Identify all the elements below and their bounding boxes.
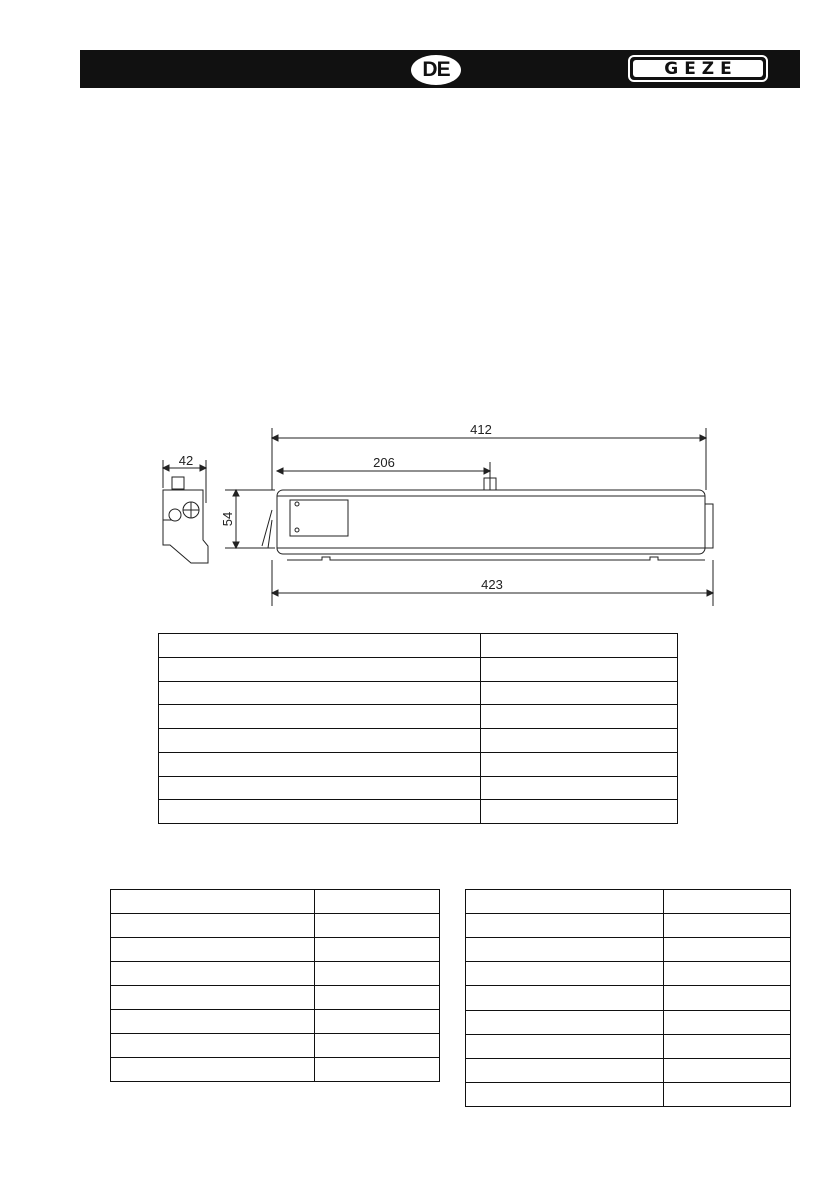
table-cell: [466, 1034, 664, 1058]
table-row: [159, 681, 678, 705]
specs-table: [158, 633, 678, 824]
table-row: [111, 962, 440, 986]
table-row: [466, 986, 791, 1010]
dimension-drawing: [150, 420, 730, 610]
table-cell: [664, 1058, 791, 1082]
table-row: [111, 914, 440, 938]
side-view: [163, 460, 208, 563]
table-cell: [159, 752, 481, 776]
table-cell: [480, 776, 677, 800]
table-cell: [480, 729, 677, 753]
table-cell: [466, 1082, 664, 1106]
table-cell: [159, 800, 481, 824]
table-row: [159, 729, 678, 753]
table-row: [159, 634, 678, 658]
language-badge: DE: [411, 55, 461, 85]
table-row: [111, 1058, 440, 1082]
table-cell: [466, 1058, 664, 1082]
table-row: [111, 1034, 440, 1058]
table-cell: [480, 800, 677, 824]
table-cell: [480, 634, 677, 658]
left-table: [110, 889, 440, 1082]
dim-mount-center: 206: [373, 455, 395, 470]
table-row: [159, 776, 678, 800]
brand-logo: [628, 55, 768, 82]
table-cell: [314, 986, 439, 1010]
table-cell: [314, 914, 439, 938]
table-cell: [111, 986, 315, 1010]
table-cell: [314, 1010, 439, 1034]
table-cell: [111, 890, 315, 914]
table-cell: [159, 681, 481, 705]
table-cell: [480, 705, 677, 729]
table-cell: [111, 938, 315, 962]
table-cell: [664, 962, 791, 986]
table-cell: [480, 681, 677, 705]
table-cell: [159, 634, 481, 658]
table-cell: [314, 962, 439, 986]
table-row: [466, 1010, 791, 1034]
table-row: [159, 705, 678, 729]
table-row: [111, 890, 440, 914]
table-row: [466, 1082, 791, 1106]
table-row: [159, 657, 678, 681]
table-cell: [314, 938, 439, 962]
table-cell: [314, 1058, 439, 1082]
table-cell: [466, 1010, 664, 1034]
table-row: [111, 1010, 440, 1034]
table-cell: [111, 962, 315, 986]
right-table: [465, 889, 791, 1107]
table-cell: [159, 657, 481, 681]
table-cell: [314, 890, 439, 914]
table-row: [159, 800, 678, 824]
table-cell: [664, 914, 791, 938]
dim-depth: 42: [178, 453, 194, 468]
table-cell: [466, 938, 664, 962]
table-cell: [111, 1010, 315, 1034]
table-cell: [466, 914, 664, 938]
table-cell: [664, 1082, 791, 1106]
table-row: [159, 752, 678, 776]
table-cell: [159, 729, 481, 753]
brand-logo-text: GEZE: [633, 60, 763, 77]
table-row: [466, 938, 791, 962]
table-cell: [111, 1058, 315, 1082]
table-cell: [664, 938, 791, 962]
table-cell: [466, 890, 664, 914]
table-cell: [111, 1034, 315, 1058]
table-cell: [466, 986, 664, 1010]
table-cell: [111, 914, 315, 938]
dim-height: 54: [220, 511, 235, 527]
table-row: [111, 938, 440, 962]
table-row: [466, 962, 791, 986]
dim-total-length: 412: [470, 422, 492, 437]
table-cell: [159, 705, 481, 729]
table-row: [466, 1058, 791, 1082]
table-cell: [466, 962, 664, 986]
table-row: [111, 986, 440, 1010]
table-cell: [664, 1034, 791, 1058]
table-row: [466, 890, 791, 914]
table-cell: [664, 890, 791, 914]
dim-rail-length: 423: [481, 577, 503, 592]
table-cell: [480, 752, 677, 776]
table-cell: [664, 986, 791, 1010]
table-cell: [314, 1034, 439, 1058]
table-cell: [664, 1010, 791, 1034]
table-cell: [159, 776, 481, 800]
table-row: [466, 1034, 791, 1058]
table-row: [466, 914, 791, 938]
table-cell: [480, 657, 677, 681]
